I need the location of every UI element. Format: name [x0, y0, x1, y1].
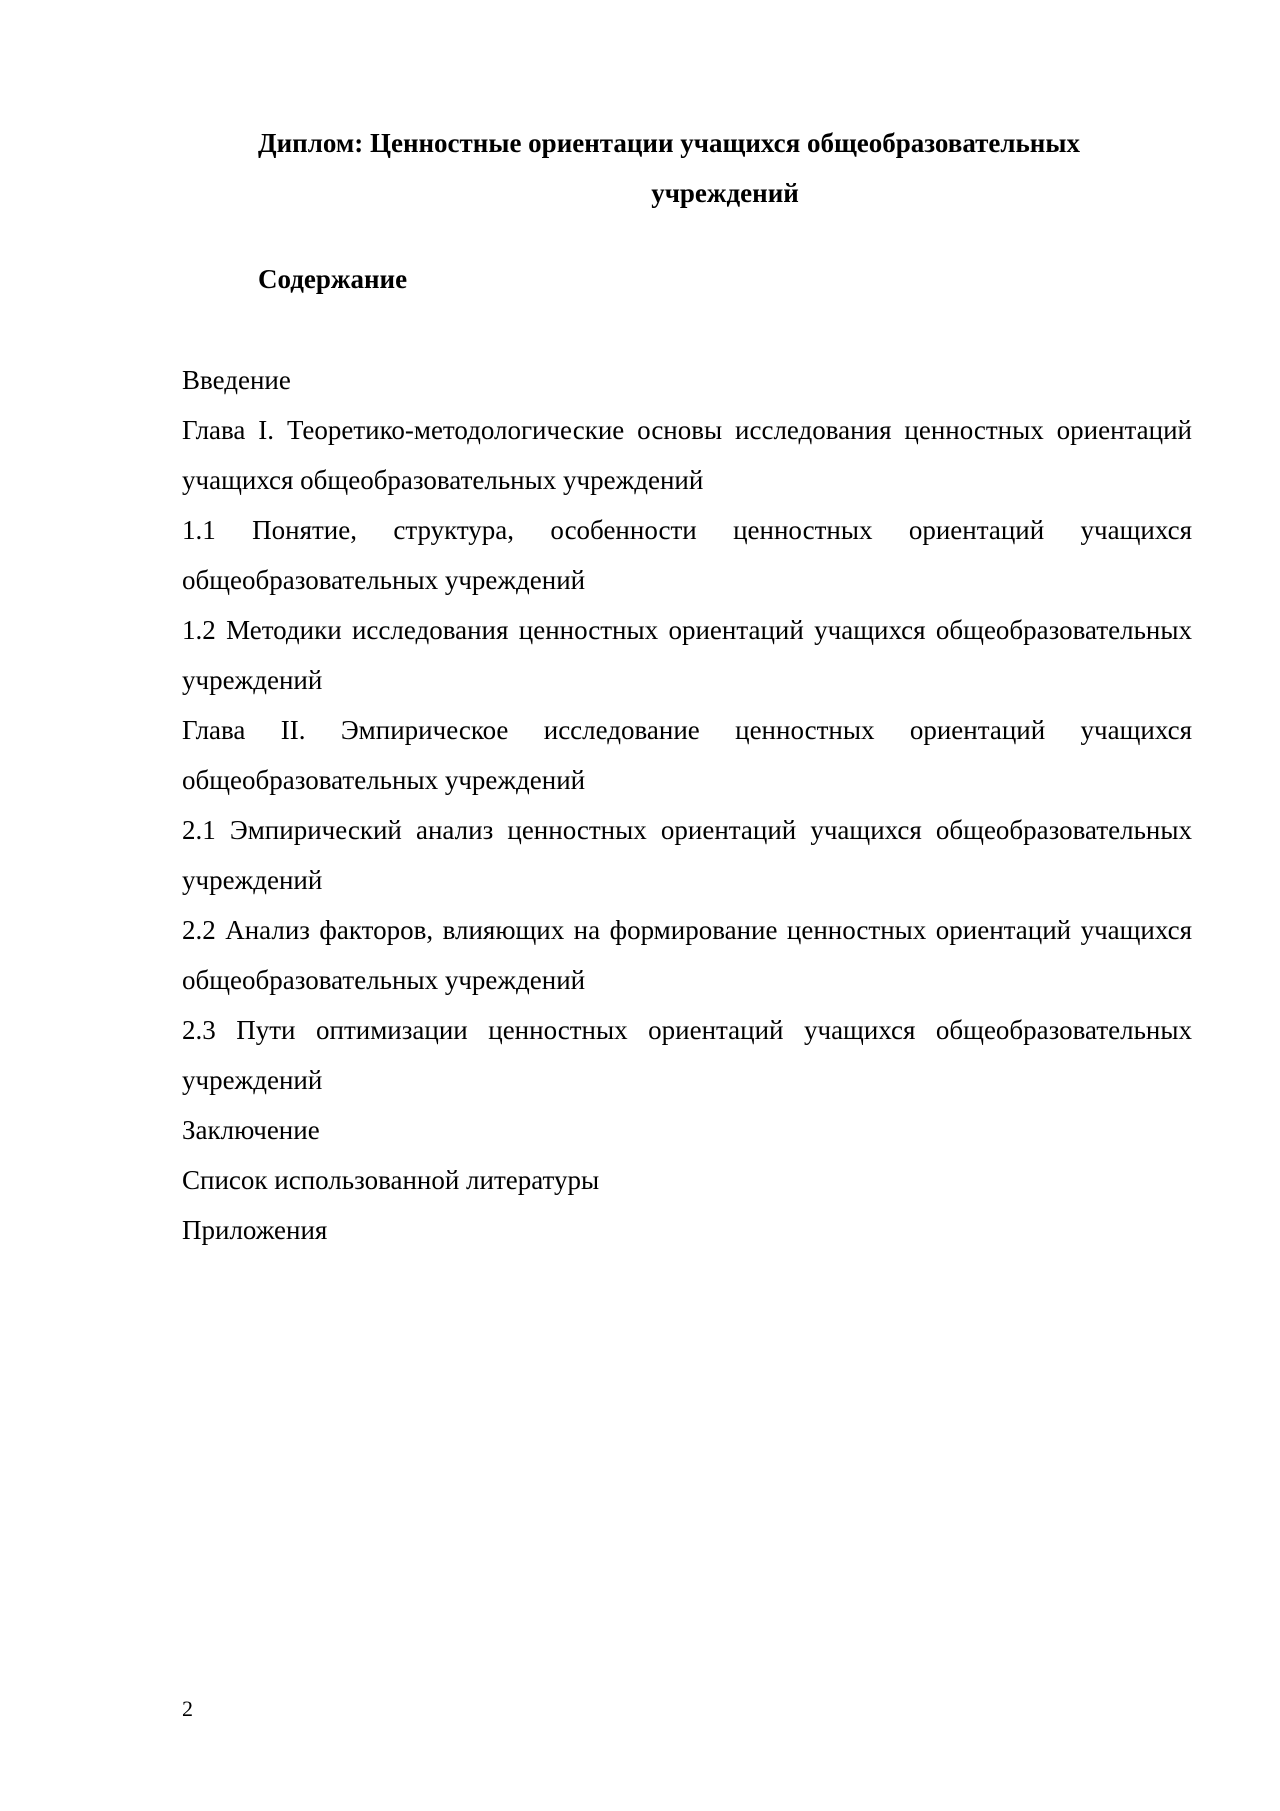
toc-item-section-1-2: 1.2 Методики исследования ценностных ориентаций учащихся общеобразовательных учреждений: [182, 615, 1192, 695]
toc-item-section-1-1: 1.1 Понятие, структура, особенности ценностных ориентаций учащихся общеобразовательных учреждений: [182, 515, 1192, 595]
toc-heading: Содержание: [258, 264, 408, 294]
page-number: 2: [182, 1696, 193, 1721]
toc-item-conclusion: Заключение: [182, 1115, 320, 1145]
toc-item-chapter-1: Глава I. Теоретико-методологические основы исследования ценностных ориентаций учащихся общеобразовательных учреждений: [182, 415, 1192, 495]
toc-item-section-2-3: 2.3 Пути оптимизации ценностных ориентаций учащихся общеобразовательных учреждений: [182, 1015, 1192, 1095]
toc-item-section-2-2: 2.2 Анализ факторов, влияющих на формирование ценностных ориентаций учащихся общеобразовательных учреждений: [182, 915, 1192, 995]
toc-item-bibliography: Список использованной литературы: [182, 1165, 600, 1195]
toc-item-introduction: Введение: [182, 365, 291, 395]
document-title-line-2: учреждений: [651, 178, 799, 208]
table-of-contents: [182, 355, 1192, 1255]
toc-item-appendices: Приложения: [182, 1215, 328, 1245]
toc-item-chapter-2: Глава II. Эмпирическое исследование ценностных ориентаций учащихся общеобразовательных учреждений: [182, 715, 1192, 795]
document-title-line-1: Диплом: Ценностные ориентации учащихся общеобразовательных: [258, 128, 1080, 158]
document-title: [258, 118, 1192, 218]
toc-item-section-2-1: 2.1 Эмпирический анализ ценностных ориентаций учащихся общеобразовательных учреждений: [182, 815, 1192, 895]
